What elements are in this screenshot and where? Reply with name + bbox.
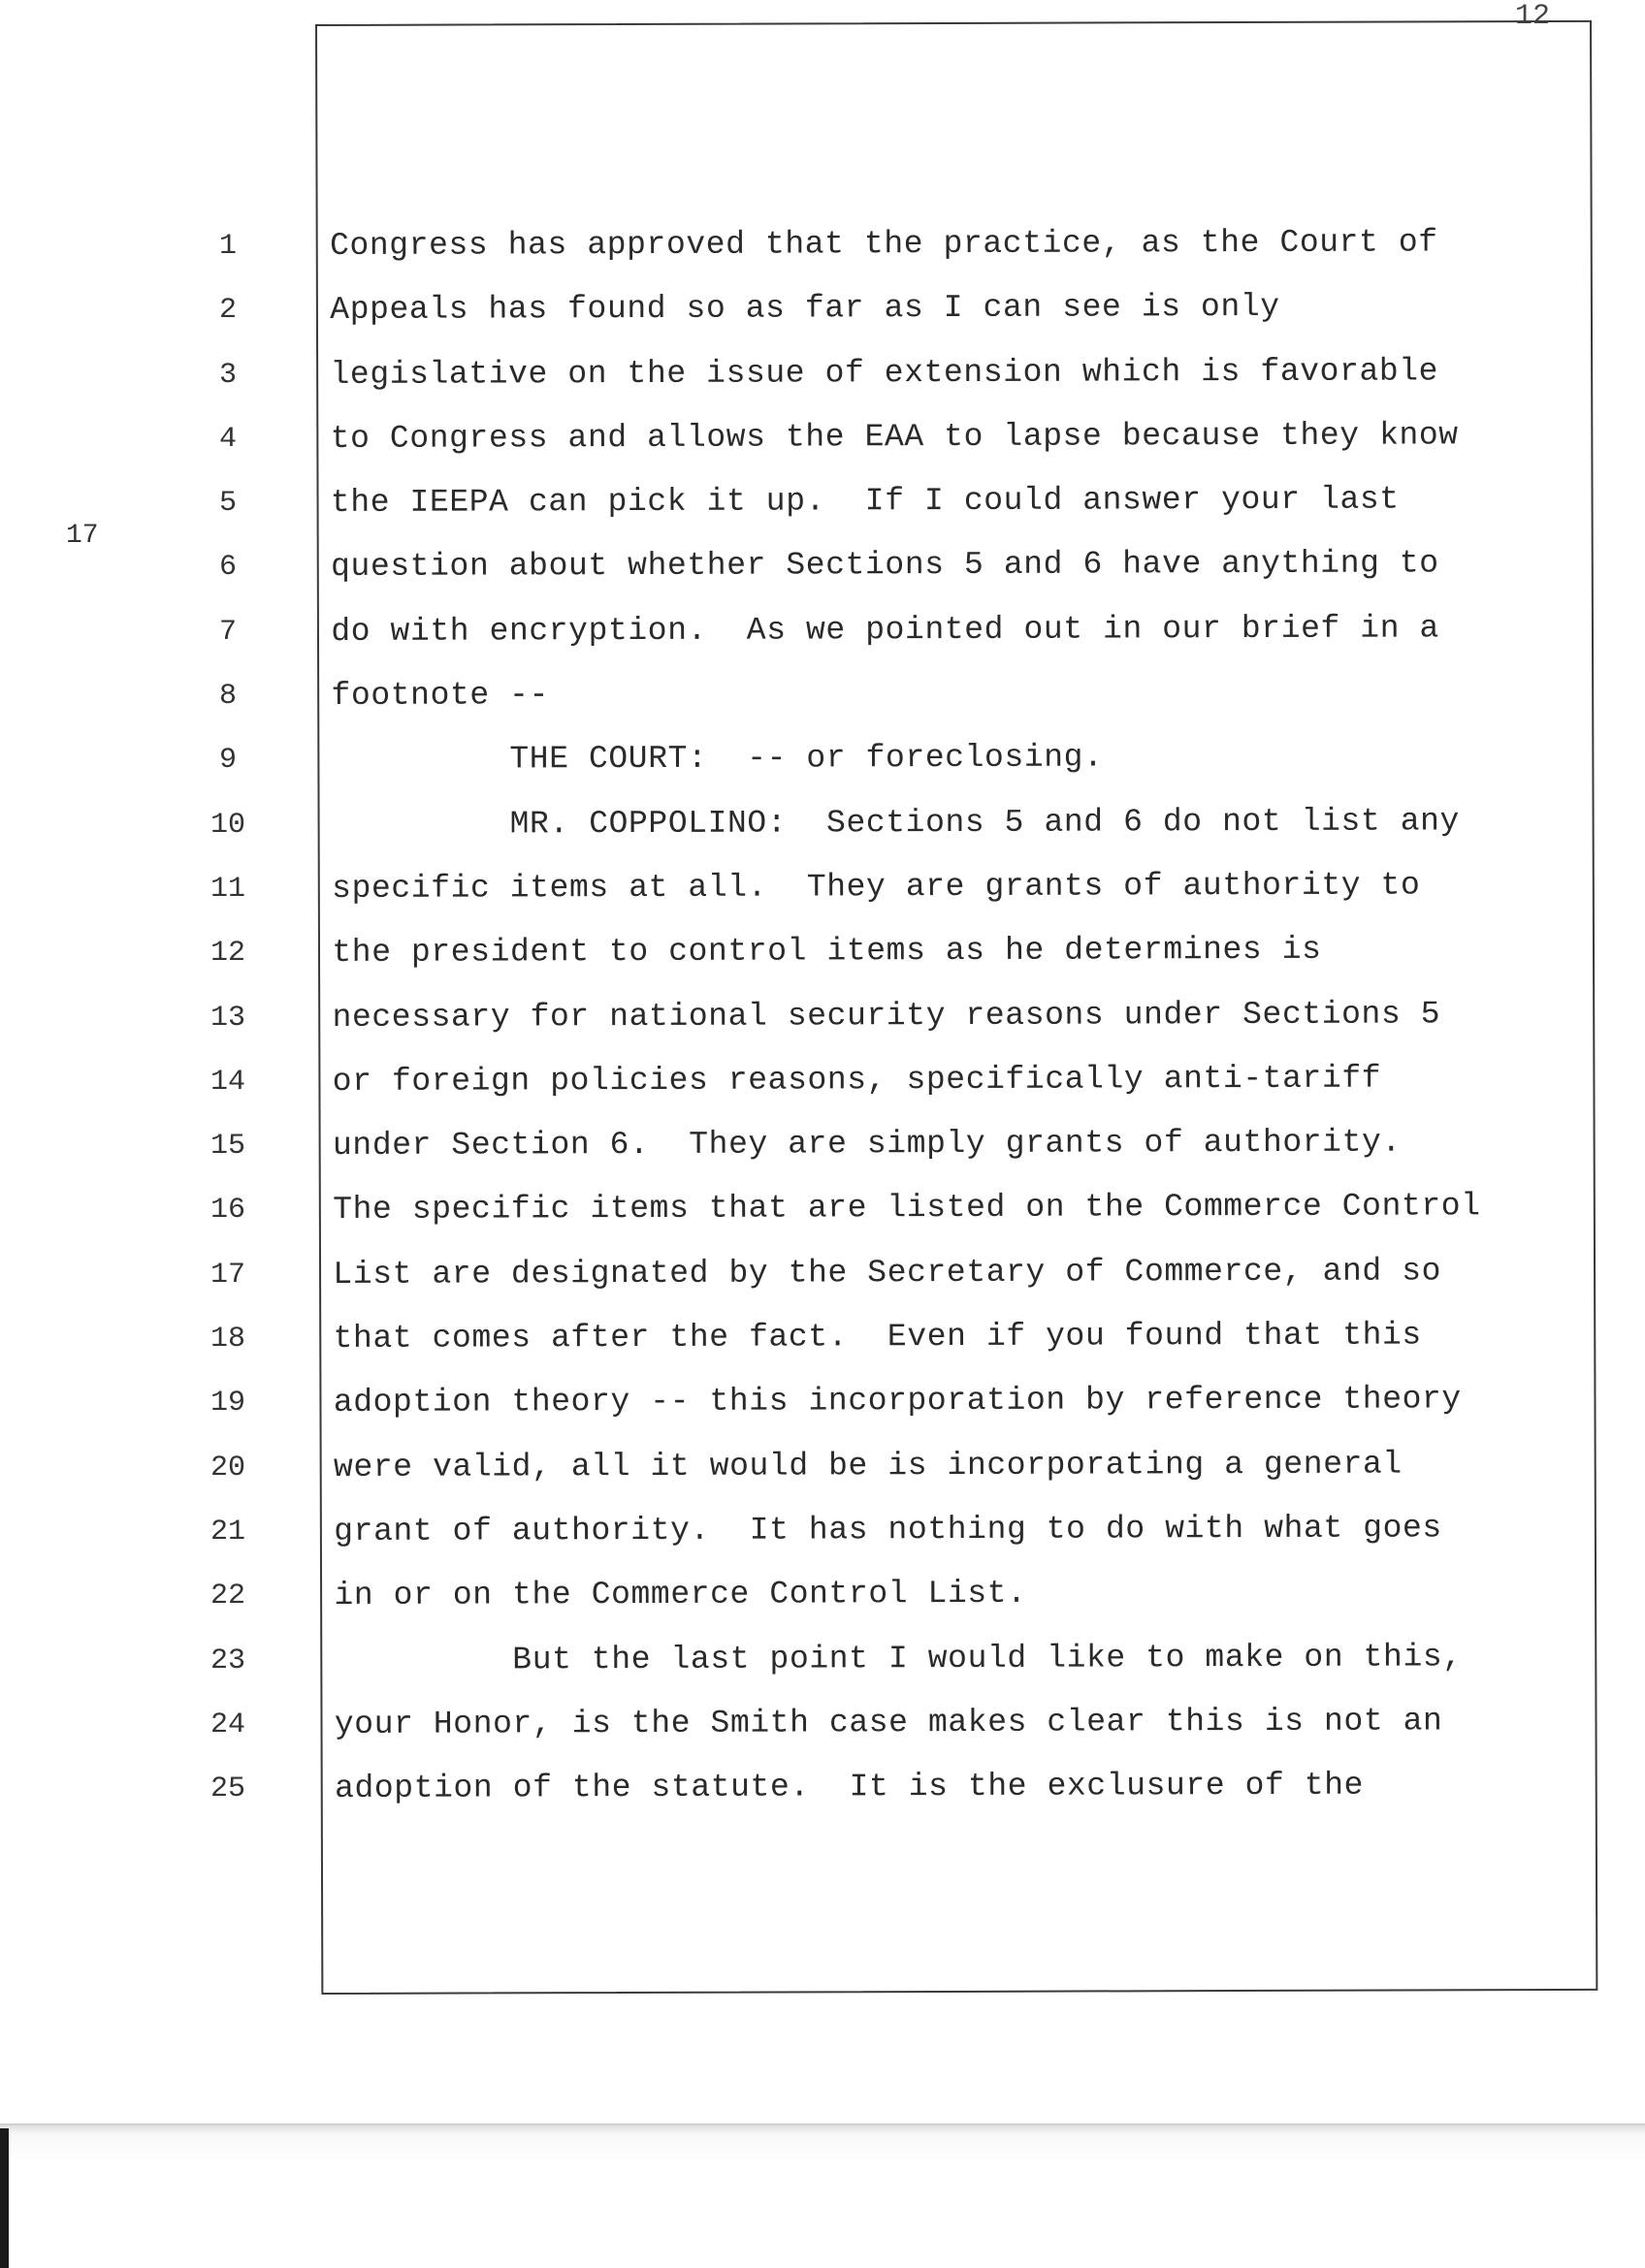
line-number: 22 xyxy=(210,1580,245,1613)
line-number: 14 xyxy=(210,1065,245,1099)
transcript-line: that comes after the fact. Even if you found that this xyxy=(333,1317,1422,1358)
line-number: 12 xyxy=(210,937,245,971)
transcript-line: in or on the Commerce Control List. xyxy=(334,1575,1027,1614)
line-number: 23 xyxy=(210,1644,245,1677)
line-number: 24 xyxy=(210,1708,245,1741)
transcript-line: to Congress and allows the EAA to lapse because they know xyxy=(330,417,1459,457)
transcript-line: your Honor, is the Smith case makes clear this is not an xyxy=(334,1703,1443,1742)
line-number: 6 xyxy=(218,551,237,585)
line-number: 4 xyxy=(218,422,237,456)
margin-note: 17 xyxy=(66,521,99,551)
transcript-line: the IEEPA can pick it up. If I could answer your last xyxy=(330,481,1400,522)
transcript-line: were valid, all it would be is incorporating a general xyxy=(333,1446,1403,1485)
line-number: 3 xyxy=(218,358,237,392)
scan-edge-mark xyxy=(0,2128,9,2268)
line-number: 11 xyxy=(210,872,245,906)
transcript-line: grant of authority. It has nothing to do with what goes xyxy=(334,1510,1442,1549)
transcript-line: adoption theory -- this incorporation by reference theory xyxy=(333,1381,1462,1421)
line-number: 7 xyxy=(218,615,237,649)
line-number: 19 xyxy=(210,1387,245,1421)
line-number: 13 xyxy=(210,1001,245,1035)
line-number: 9 xyxy=(218,744,237,778)
line-number: 1 xyxy=(218,230,237,263)
transcript-line: footnote -- xyxy=(331,677,550,715)
transcript-body xyxy=(330,221,1586,1832)
transcript-line: question about whether Sections 5 and 6 have anything to xyxy=(331,545,1439,586)
transcript-line: MR. COPPOLINO: Sections 5 and 6 do not list any xyxy=(331,803,1460,843)
line-number: 17 xyxy=(210,1258,245,1292)
transcript-line: List are designated by the Secretary of Commerce, and so xyxy=(333,1253,1442,1293)
transcript-line: legislative on the issue of extension which is favorable xyxy=(330,353,1439,393)
transcript-line: under Section 6. They are simply grants of authority. xyxy=(332,1124,1402,1165)
transcript-line: Appeals has found so as far as I can see is only xyxy=(330,289,1280,329)
line-number: 21 xyxy=(210,1515,245,1549)
line-number: 8 xyxy=(218,680,237,714)
line-number: 25 xyxy=(210,1773,245,1806)
transcript-line: the president to control items as he determines is xyxy=(332,932,1322,972)
transcript-line: specific items at all. They are grants of authority to xyxy=(332,867,1421,907)
transcript-line: adoption of the statute. It is the exclusure of the xyxy=(335,1767,1365,1807)
scan-shadow xyxy=(0,2124,1645,2268)
transcript-line: THE COURT: -- or foreclosing. xyxy=(331,739,1104,779)
transcript-line: do with encryption. As we pointed out in our brief in a xyxy=(331,610,1439,650)
line-number: 10 xyxy=(210,808,245,842)
transcript-line: Congress has approved that the practice, as the Court of xyxy=(330,224,1438,264)
line-number: 16 xyxy=(210,1194,245,1228)
transcript-line: But the last point I would like to make on this, xyxy=(334,1638,1463,1678)
line-number: 18 xyxy=(210,1323,245,1357)
transcript-line: or foreign policies reasons, specifically anti-tariff xyxy=(332,1060,1382,1100)
line-number: 15 xyxy=(210,1130,245,1164)
line-number: 20 xyxy=(210,1451,245,1485)
transcript-line: necessary for national security reasons under Sections 5 xyxy=(332,995,1441,1036)
line-number: 2 xyxy=(218,294,237,328)
line-number-column xyxy=(184,225,272,1832)
page-number: 12 xyxy=(1515,0,1551,33)
transcript-line: The specific items that are listed on the Commerce Control xyxy=(333,1188,1481,1229)
line-number: 5 xyxy=(218,487,237,521)
